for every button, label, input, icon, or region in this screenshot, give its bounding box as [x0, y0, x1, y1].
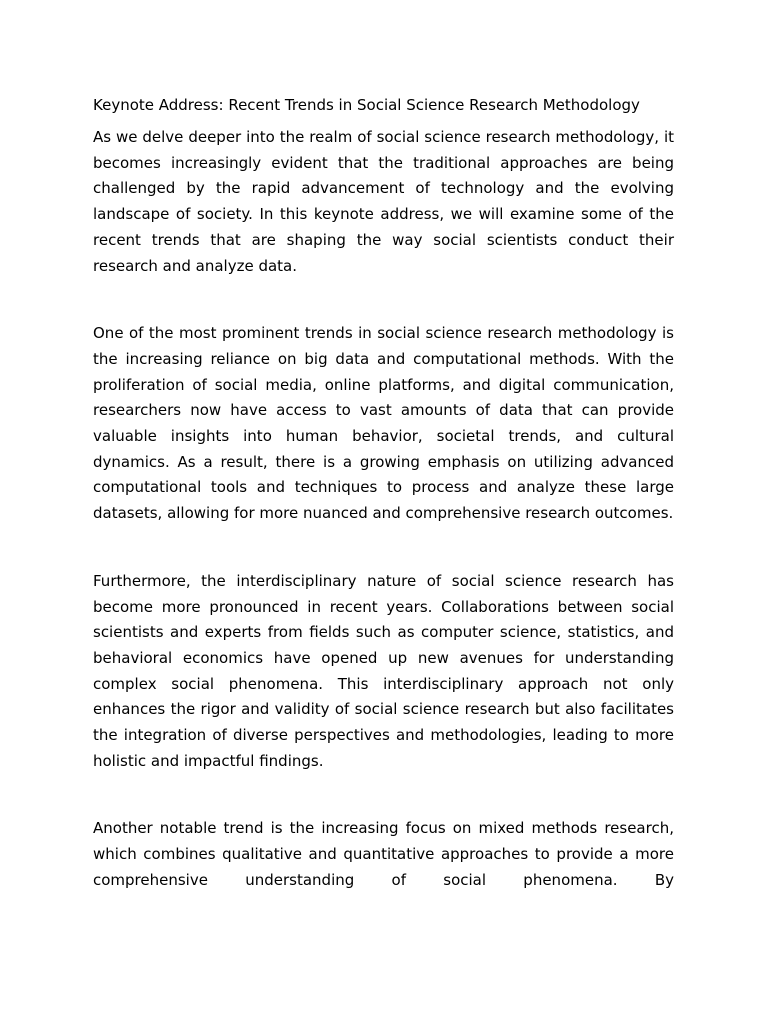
paragraph-interdisciplinary: Furthermore, the interdisciplinary nature of social science research has become more pronounced in recent years. Collaborations between social scientists and experts from fields such as computer science, statistics, and behavioral economics have opened up new avenues for understanding complex social phenomena. This interdisciplinary approach not only enhances the rigor and validity of social science research but also facilitates the integration of diverse perspectives and methodologies, leading to more holistic and impactful findings.	[93, 571, 674, 770]
paragraph-big-data: One of the most prominent trends in social science research methodology is the increasing reliance on big data and computational methods. With the proliferation of social media, online platforms, and digital communication, researchers now have access to vast amounts of data that can provide valuable insights into human behavior, societal trends, and cultural dynamics. As a result, there is a growing emphasis on utilizing advanced computational tools and techniques to process and analyze these large datasets, allowing for more nuanced and comprehensive research outcomes.	[93, 324, 674, 523]
paragraph-intro: As we delve deeper into the realm of social science research methodology, it becomes increasingly evident that the traditional approaches are being challenged by the rapid advancement of technology and the evolving landscape of society. In this keynote address, we will examine some of the recent trends that are shaping the way social scientists conduct their research and analyze data.	[93, 128, 674, 275]
paragraph-mixed-methods: Another notable trend is the increasing focus on mixed methods research, which combines qualitative and quantitative approaches to provide a more comprehensive understanding of social phenomena. By	[93, 819, 674, 889]
document-page	[93, 95, 674, 893]
document-title: Keynote Address: Recent Trends in Social Science Research Methodology	[93, 96, 640, 114]
